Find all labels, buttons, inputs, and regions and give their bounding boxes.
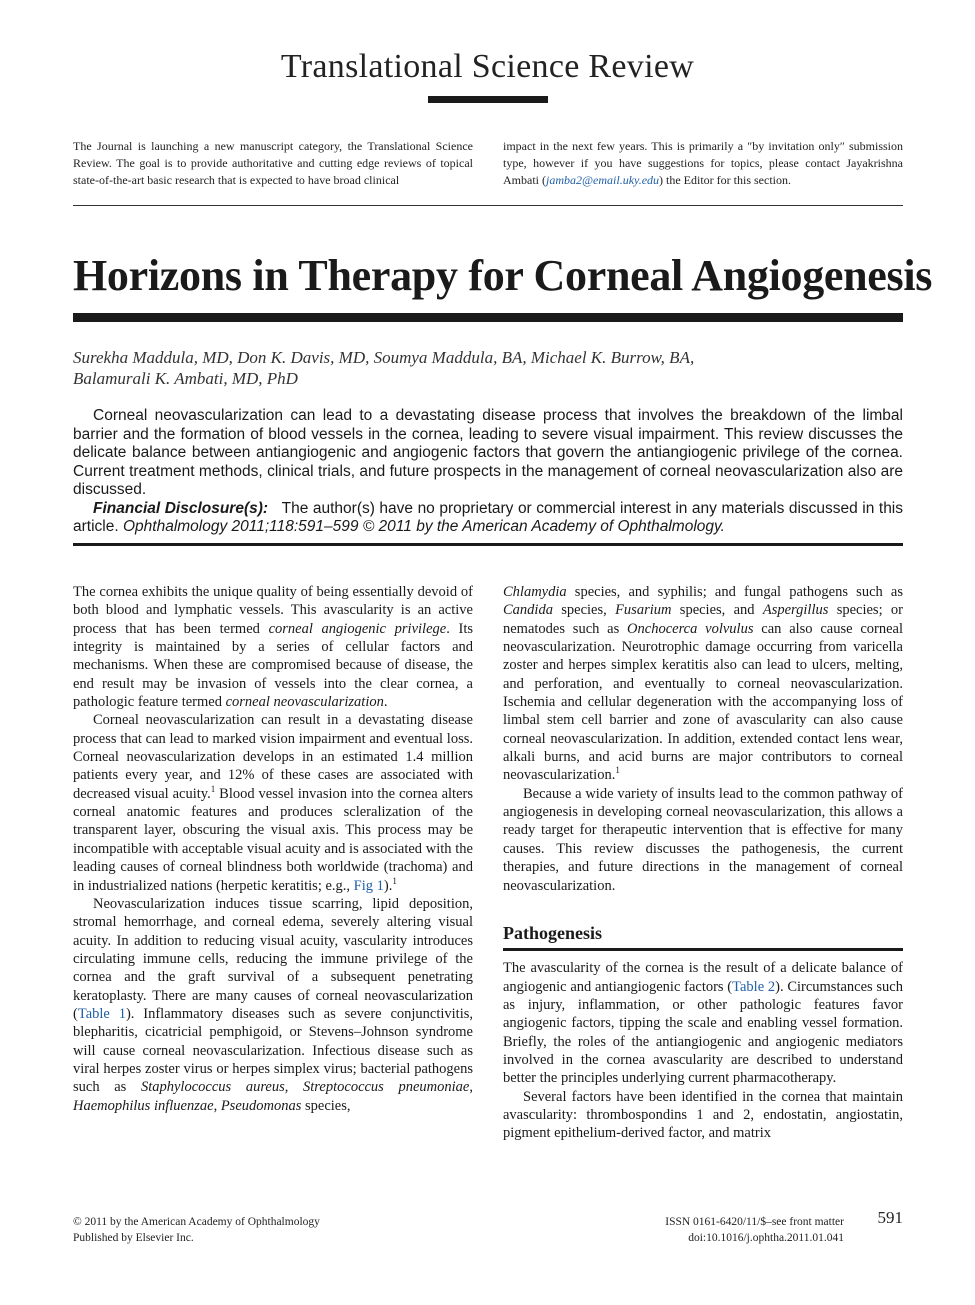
editor-email-link[interactable]: jamba2@email.uky.edu	[546, 173, 660, 187]
authors-line: Balamurali K. Ambati, MD, PhD	[73, 369, 298, 388]
author-list	[73, 347, 903, 389]
footer-line: Published by Elsevier Inc.	[73, 1232, 194, 1244]
issn: ISSN 0161-6420/11/$–see front matter	[665, 1216, 844, 1228]
abstract-rule	[73, 543, 903, 546]
footer-identifiers	[560, 1214, 844, 1246]
disclosure	[73, 500, 903, 537]
table-link[interactable]: Table 1	[77, 1005, 126, 1022]
section-heading: Translational Science Review	[280, 48, 695, 85]
citation: Ophthalmology 2011;118:591–599 © 2011 by the American Academy of Ophthalmology.	[122, 518, 725, 535]
section-rule	[503, 948, 903, 951]
paragraph: Because a wide variety of insults lead to the common pathway of angiogenesis in developing corneal neovascularization, this allows a ready target for therapeutic intervention that is effective for many causes. This review discusses the pathogenesis, the current therapies, and future directions in the management of corneal neovascularization.	[503, 785, 903, 894]
doi[interactable]: doi:10.1016/j.ophtha.2011.01.041	[688, 1232, 844, 1244]
reference-superscript[interactable]: 1	[210, 783, 216, 794]
paragraph: Neovascularization induces tissue scarring, lipid deposition, stromal hemorrhage, and corneal edema, severely altering visual acuity. In addition to reducing visual acuity, vascularity introduces circulating immune cells, reducing the immune privilege of the cornea and the graft survival of a subsequent penetrating keratoplasty. There are many causes of corneal neovascularization (Table 1). Inflammatory diseases such as severe conjunctivitis, blepharitis, cicatricial pemphigoid, or Stevens–Johnson syndrome will cause corneal neovascularization. Infectious disease such as viral herpes zoster virus or herpes simplex virus; bacterial pathogens such as Staphylococcus aureus, Streptococcus pneumoniae, Haemophilus influenzae, Pseudomonas species,	[73, 895, 474, 1114]
figure-link[interactable]: Fig 1	[353, 877, 384, 894]
table-link[interactable]: Table 2	[732, 978, 776, 995]
paragraph: Chlamydia species, and syphilis; and fungal pathogens such as Candida species, Fusarium species, and Aspergillus species; or nematodes such as Onchocerca volvulus can also cause corneal neovascularization. Neurotrophic damage occurring from varicella zoster and herpes simplex keratitis also can lead to ulcers, melting, and perforation, and eventually to corneal neovascularization. Ischemia and cellular degeneration with the accompanying loss of limbal stem cell barrier and zone of avascularity can also cause corneal neovascularization. In addition, extended contact lens wear, alkali burns, and acid burns are major contributors to corneal neovascularization.$^1$	[503, 584, 903, 784]
notice-text: ) the Editor for this section.	[659, 173, 791, 187]
disclosure-label: Financial Disclosure(s):	[93, 499, 269, 517]
section-notice-right	[503, 138, 903, 189]
paragraph: Several factors have been identified in the cornea that maintain avascularity: thrombospondins 1 and 2, endostatin, angiostatin, pigment epithelium-derived factor, and matrix	[503, 1088, 903, 1142]
body-column-right	[503, 583, 903, 1143]
reference-superscript[interactable]: 1	[615, 765, 620, 776]
authors-line: Surekha Maddula, MD, Don K. Davis, MD, Soumya Maddula, BA, Michael K. Burrow, BA,	[73, 348, 695, 367]
paragraph: The avascularity of the cornea is the result of a delicate balance of angiogenic and antiangiogenic factors (Table 2). Circumstances such as injury, inflammation, or other pathologic features favor angiogenic factors, tipping the scale and enabling vessel formation. Briefly, the roles of the antiangiogenic and angiogenic mediators involved in the cornea avascularity are described to understand better the principles underlying current pharmacotherapy.	[503, 960, 903, 1087]
heading-underline	[428, 96, 548, 103]
body-column-left	[73, 583, 473, 1115]
title-rule	[73, 313, 903, 322]
abstract	[73, 407, 903, 537]
notice-text: impact in the next few years. This is primarily a ″by invitation only″ submission type, however if you have suggestions for topics, please contact Jayakrishna Ambati (	[503, 139, 903, 187]
divider	[73, 205, 903, 206]
reference-superscript[interactable]: 1	[392, 875, 397, 886]
abstract-text: Corneal neovascularization can lead to a devastating disease process that involves the breakdown of the limbal barrier and the formation of blood vessels in the cornea, leading to severe visual impairment. This review discusses the delicate balance between antiangiogenic and angiogenic factors that govern the antiangiogenic privilege of the cornea. Current treatment methods, clinical trials, and future prospects in the management of corneal neovascularization also are discussed.	[73, 407, 903, 498]
footer-copyright	[73, 1214, 473, 1246]
page-number: 591	[877, 1208, 903, 1227]
disclosure-text: The author(s) have no proprietary or commercial interest in any materials discussed in this article.	[73, 499, 904, 535]
paragraph: Corneal neovascularization can result in a devastating disease process that can lead to marked vision impairment and eventual loss. Corneal neovascularization develops in an estimated 1.4 million patients every year, and 12% of these cases are associated with decreased visual acuity.$^1$ Blood vessel invasion into the cornea alters corneal anatomic features and produces scleralization of the transparent layer, obscuring the visual axis. This process may be incompatible with acceptable visual acuity and is associated with the leading causes of corneal blindness both worldwide (trachoma) and in industrialized nations (herpetic keratitis; e.g., Fig 1).$^1$	[73, 712, 473, 894]
paragraph: The cornea exhibits the unique quality of being essentially devoid of both blood and lymphatic vessels. This avascularity is an active process that has been termed corneal angiogenic privilege. Its integrity is maintained by a series of cellular factors and mechanisms. When these are compromised because of disease, the end result may be invasion of vessels into the clear cornea, a pathologic feature termed corneal neovascularization.	[73, 584, 474, 711]
section-heading-pathogenesis: Pathogenesis	[503, 922, 602, 943]
article-title: Horizons in Therapy for Corneal Angiogenesis	[73, 251, 933, 300]
footer-line: © 2011 by the American Academy of Ophthalmology	[73, 1216, 320, 1228]
section-notice-left: The Journal is launching a new manuscript category, the Translational Science Review. The goal is to provide authoritative and cutting edge reviews of topical state-of-the-art basic research that is expected to have broad clinical	[73, 139, 473, 187]
